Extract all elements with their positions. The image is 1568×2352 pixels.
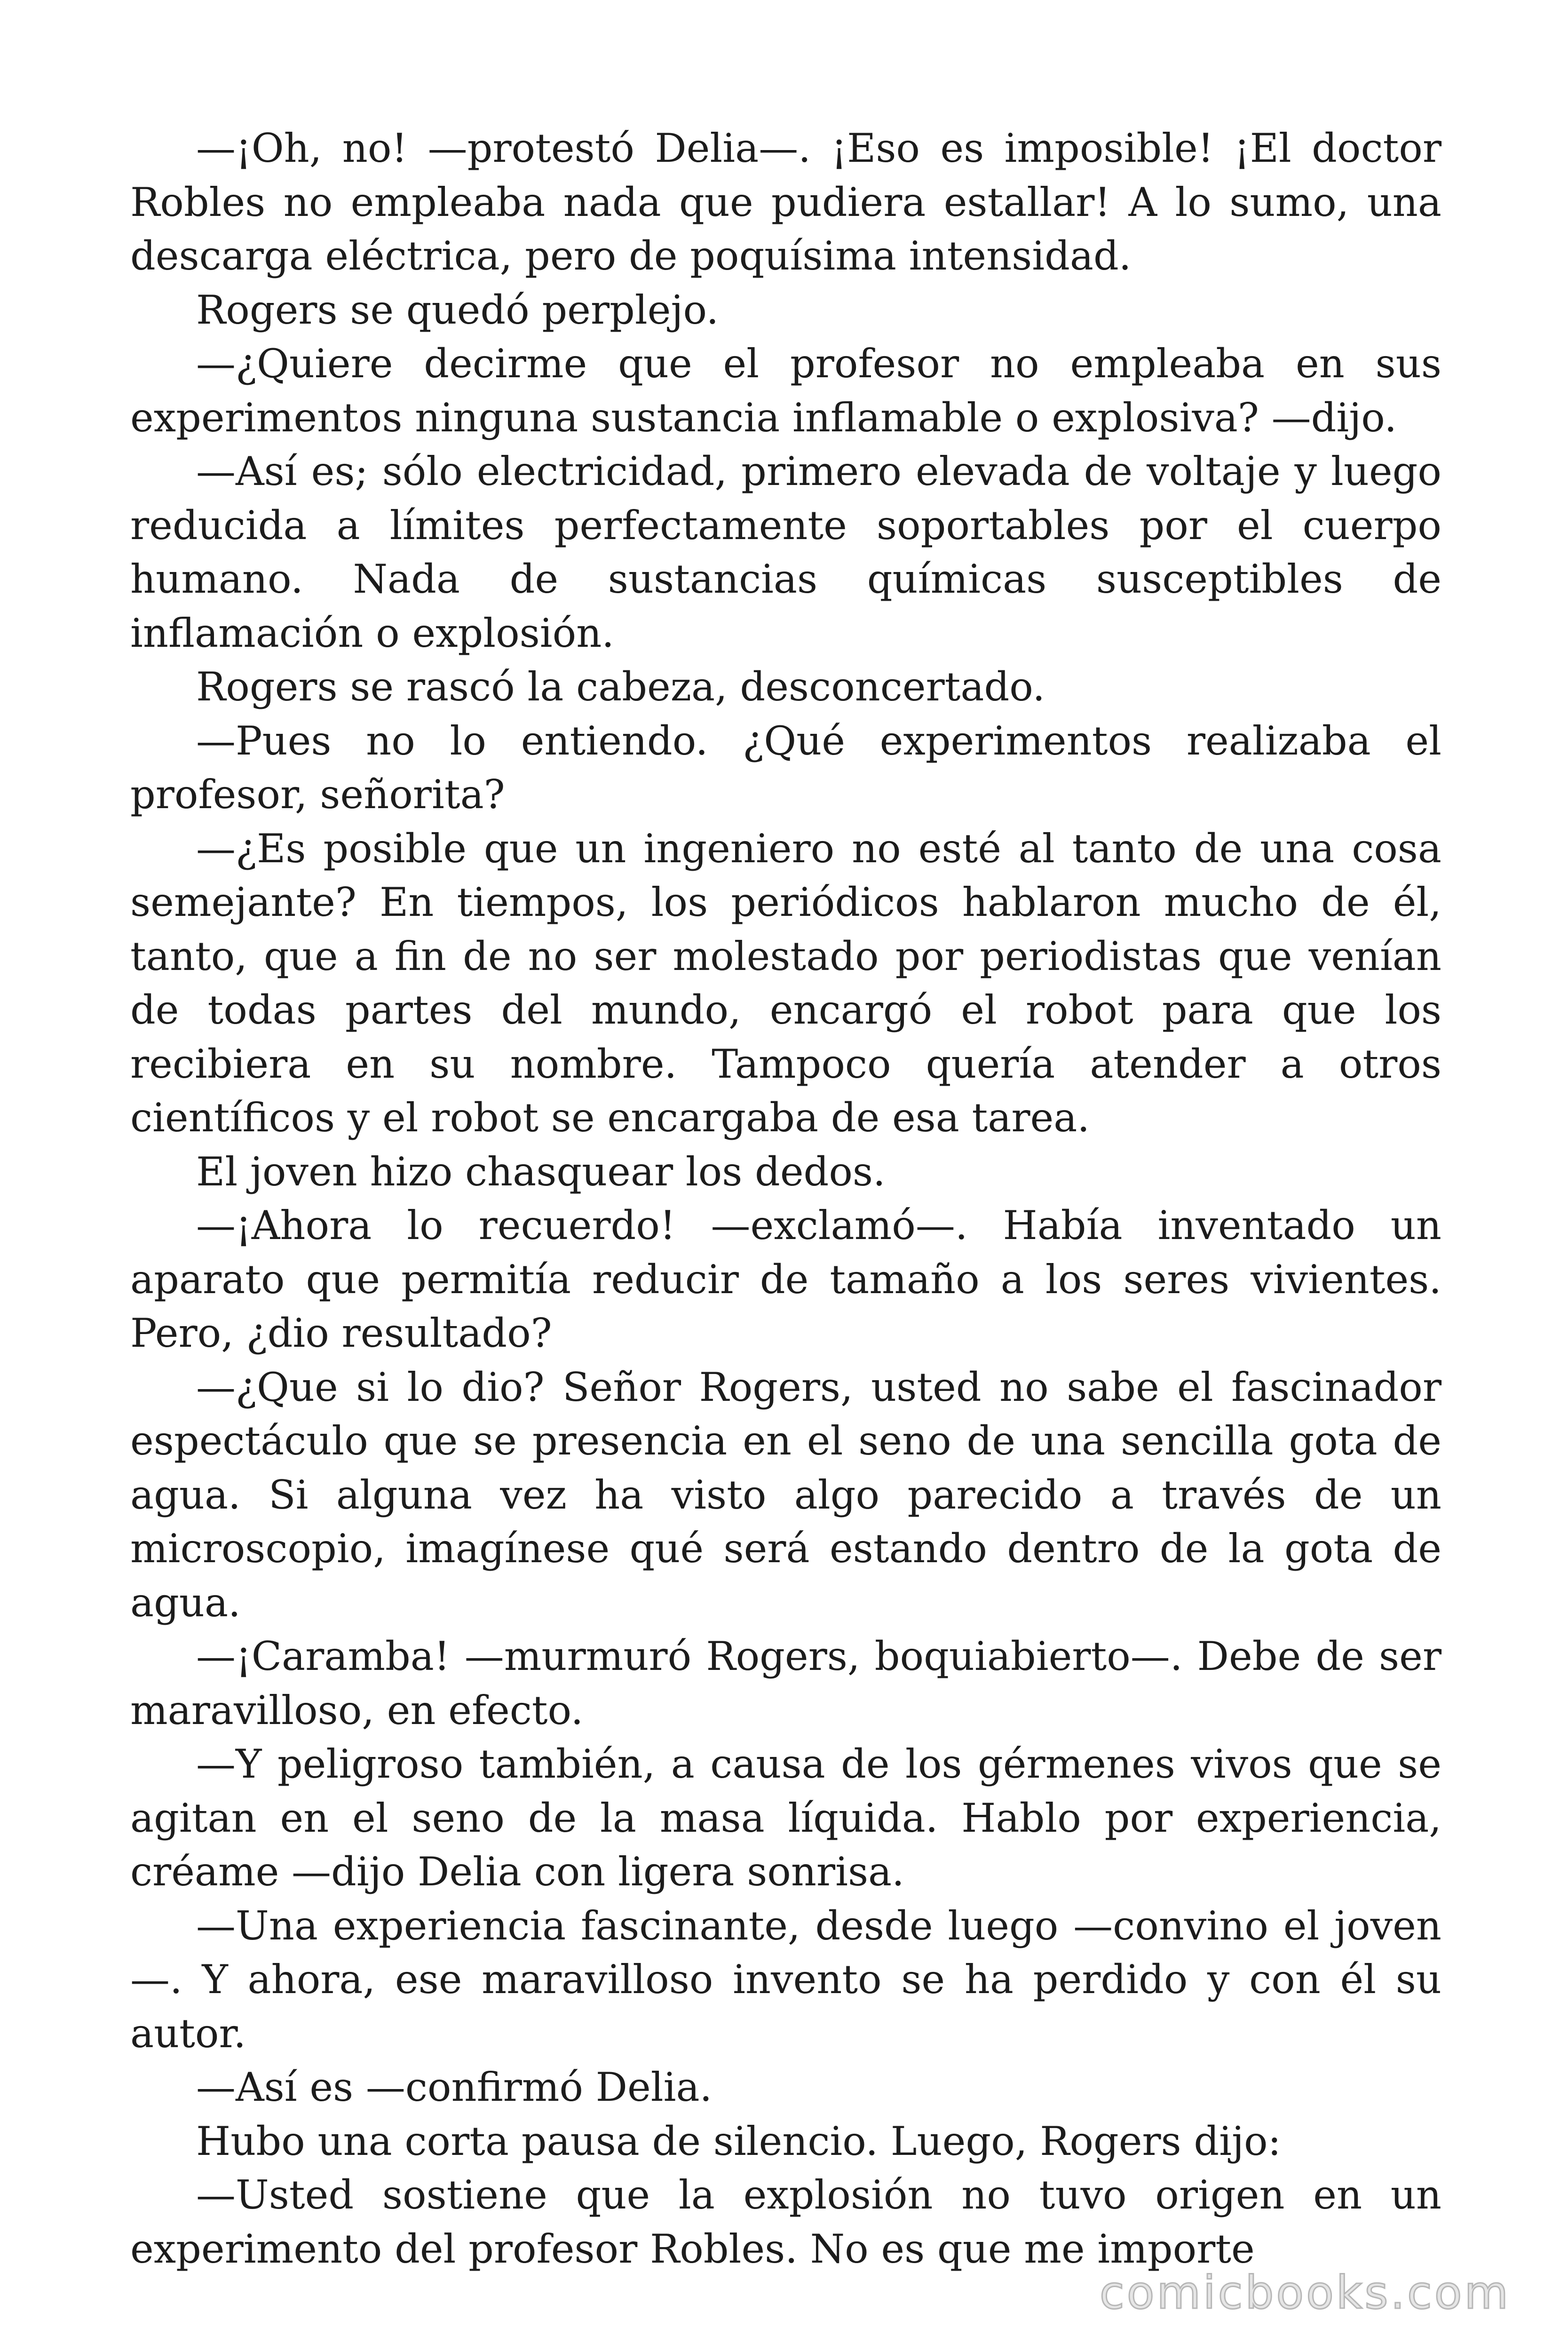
paragraph: —Pues no lo entiendo. ¿Qué experimentos realizaba el profesor, señorita? [130,717,1441,818]
paragraph: —¡Oh, no! —protestó Delia—. ¡Eso es imposible! ¡El doctor Robles no empleaba nada que pudiera estallar! A lo sumo, una descarga eléctrica, pero de poquísima intensidad. [130,125,1441,279]
paragraph: Rogers se quedó perplejo. [196,286,719,333]
paragraph: —¿Es posible que un ingeniero no esté al tanto de una cosa semejante? En tiempos, los periódicos hablaron mucho de él, tanto, que a fin de no ser molestado por periodistas que venían de todas partes del mundo, encargó el robot para que los recibiera en su nombre. Tampoco quería atender a otros científicos y el robot se encargaba de esa tarea. [130,825,1441,1141]
paragraph: —¡Ahora lo recuerdo! —exclamó—. Había inventado un aparato que permitía reducir de tamaño a los seres vivientes. Pero, ¿dio resultado? [130,1202,1441,1356]
paragraph: Hubo una corta pausa de silencio. Luego, Rogers dijo: [196,2118,1281,2164]
paragraph: —Usted sostiene que la explosión no tuvo origen en un experimento del profesor Robles. No es que me importe [130,2172,1441,2272]
paragraph: —Así es; sólo electricidad, primero elevada de voltaje y luego reducida a límites perfectamente soportables por el cuerpo humano. Nada de sustancias químicas susceptibles de inflamación o explosión. [130,448,1441,656]
watermark: comicbooks.com [1099,2266,1511,2319]
paragraph: El joven hizo chasquear los dedos. [196,1148,886,1195]
paragraph: —¡Caramba! —murmuró Rogers, boquiabierto—. Debe de ser maravilloso, en efecto. [130,1633,1441,1733]
page-text [130,121,1441,2276]
paragraph: —Una experiencia fascinante, desde luego —convino el joven—. Y ahora, ese maravilloso invento se ha perdido y con él su autor. [130,1902,1441,2057]
paragraph: —¿Quiere decirme que el profesor no empleaba en sus experimentos ninguna sustancia inflamable o explosiva? —dijo. [130,341,1441,441]
paragraph: —¿Que si lo dio? Señor Rogers, usted no sabe el fascinador espectáculo que se presencia en el seno de una sencilla gota de agua. Si alguna vez ha visto algo parecido a través de un microscopio, imagínese qué será estando dentro de la gota de agua. [130,1364,1441,1626]
paragraph: —Así es —confirmó Delia. [196,2064,713,2110]
paragraph: Rogers se rascó la cabeza, desconcertado. [196,664,1045,710]
paragraph: —Y peligroso también, a causa de los gérmenes vivos que se agitan en el seno de la masa líquida. Hablo por experiencia, créame —dijo Delia con ligera sonrisa. [130,1741,1441,1895]
